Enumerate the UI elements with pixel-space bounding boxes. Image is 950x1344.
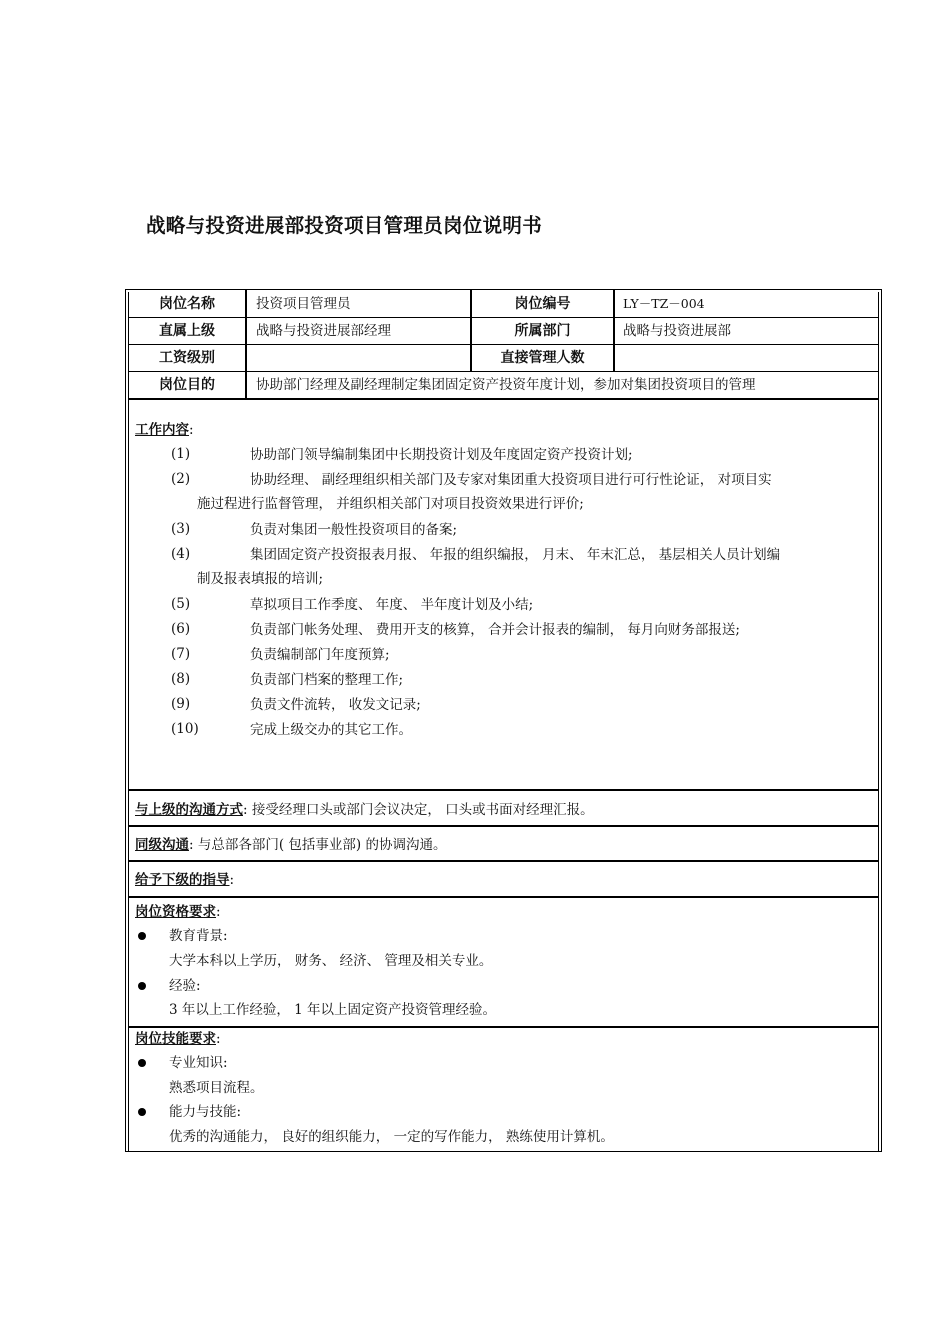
duty-text: 完成上级交办的其它工作。: [250, 722, 412, 738]
guidance-text: :: [229, 872, 235, 888]
duty-number: (3): [171, 521, 191, 537]
department-label: 所属部门: [514, 323, 571, 339]
qualifications-heading: [135, 902, 221, 922]
duty-number: (4): [171, 546, 191, 562]
row-divider: [128, 896, 879, 898]
col-divider: [613, 290, 615, 372]
ability-value: 优秀的沟通能力， 良好的组织能力， 一定的写作能力， 熟练使用计算机。: [169, 1129, 614, 1145]
job-description-table: [125, 289, 882, 1152]
col-divider: [245, 290, 247, 399]
purpose-value: 协助部门经理及副经理制定集团固定资产投资年度计划，参加对集团投资项目的管理: [256, 377, 756, 393]
position-code-value: LY－TZ－004: [623, 296, 705, 311]
communication-peer-text: : 与总部各部门( 包括事业部) 的协调沟通。: [189, 837, 447, 853]
communication-peer-label: 同级沟通: [135, 837, 189, 853]
bullet-icon: [138, 932, 146, 940]
purpose-label: 岗位目的: [159, 377, 215, 393]
duty-number: (1): [171, 446, 191, 462]
duty-text: 负责文件流转， 收发文记录;: [250, 697, 421, 713]
duty-number: (2): [171, 471, 191, 487]
row-divider: [128, 344, 879, 345]
communication-peer: [135, 835, 446, 855]
duty-text: 负责编制部门年度预算;: [250, 647, 390, 663]
duty-number: (5): [171, 596, 191, 612]
education-label: 教育背景:: [169, 928, 228, 944]
subordinates-label: 直接管理人数: [500, 350, 585, 366]
skills-colon: :: [216, 1031, 221, 1047]
position-code-label: 岗位编号: [514, 296, 571, 312]
row-divider: [128, 825, 879, 827]
education-value: 大学本科以上学历， 财务、 经济、 管理及相关专业。: [169, 953, 493, 969]
duty-text: 协助经理、 副经理组织相关部门及专家对集团重大投资项目进行可行性论证， 对项目实: [250, 472, 772, 488]
duty-number: (8): [171, 671, 191, 687]
salary-label: 工资级别: [159, 350, 215, 366]
row-divider: [128, 1026, 879, 1028]
document-title: 战略与投资进展部投资项目管理员岗位说明书: [146, 214, 543, 237]
duty-text: 协助部门领导编制集团中长期投资计划及年度固定资产投资计划;: [250, 447, 633, 463]
row-divider: [128, 789, 879, 791]
duty-text: 负责部门档案的整理工作;: [250, 672, 404, 688]
qualifications-label: 岗位资格要求: [135, 904, 216, 920]
experience-value: 3 年以上工作经验， 1 年以上固定资产投资管理经验。: [169, 1002, 497, 1018]
skills-label: 岗位技能要求: [135, 1031, 216, 1047]
guidance-label: 给予下级的指导: [135, 872, 230, 888]
row-divider: [128, 317, 879, 318]
row-divider: [128, 371, 879, 372]
experience-label: 经验:: [169, 978, 201, 994]
position-name-label: 岗位名称: [159, 296, 215, 312]
guidance: [135, 870, 234, 890]
duty-text-continued: 施过程进行监督管理， 并组织相关部门对项目投资效果进行评价;: [197, 496, 584, 512]
bullet-icon: [138, 1108, 146, 1116]
duties-colon: :: [189, 422, 194, 438]
col-divider: [128, 400, 129, 1151]
communication-up: [135, 800, 594, 820]
department-value: 战略与投资进展部: [623, 323, 731, 339]
knowledge-label: 专业知识:: [169, 1055, 228, 1071]
row-divider: [128, 398, 879, 400]
duty-text: 草拟项目工作季度、 年度、 半年度计划及小结;: [250, 597, 534, 613]
skills-heading: [135, 1029, 221, 1049]
duties-label: 工作内容: [135, 422, 189, 438]
duty-text: 集团固定资产投资报表月报、 年报的组织编报， 月末、 年末汇总， 基层相关人员计划编: [250, 547, 781, 563]
communication-up-label: 与上级的沟通方式: [135, 802, 243, 818]
knowledge-value: 熟悉项目流程。: [169, 1080, 264, 1096]
duty-number: (7): [171, 646, 191, 662]
duty-text: 负责对集团一般性投资项目的备案;: [250, 522, 458, 538]
row-divider: [128, 860, 879, 862]
qualifications-colon: :: [216, 904, 221, 920]
position-name-value: 投资项目管理员: [256, 296, 351, 312]
bullet-icon: [138, 982, 146, 990]
duty-number: (10): [171, 721, 199, 737]
duty-text: 负责部门帐务处理、 费用开支的核算， 合并会计报表的编制， 每月向财务部报送;: [250, 622, 740, 638]
col-divider: [878, 292, 879, 1151]
communication-up-text: : 接受经理口头或部门会议决定， 口头或书面对经理汇报。: [243, 802, 594, 818]
ability-label: 能力与技能:: [169, 1104, 242, 1120]
duty-text-continued: 制及报表填报的培训;: [197, 571, 324, 587]
duties-heading: [135, 420, 194, 440]
superior-label: 直属上级: [159, 323, 215, 339]
bullet-icon: [138, 1059, 146, 1067]
superior-value: 战略与投资进展部经理: [256, 323, 391, 339]
duty-number: (6): [171, 621, 191, 637]
duty-number: (9): [171, 696, 191, 712]
